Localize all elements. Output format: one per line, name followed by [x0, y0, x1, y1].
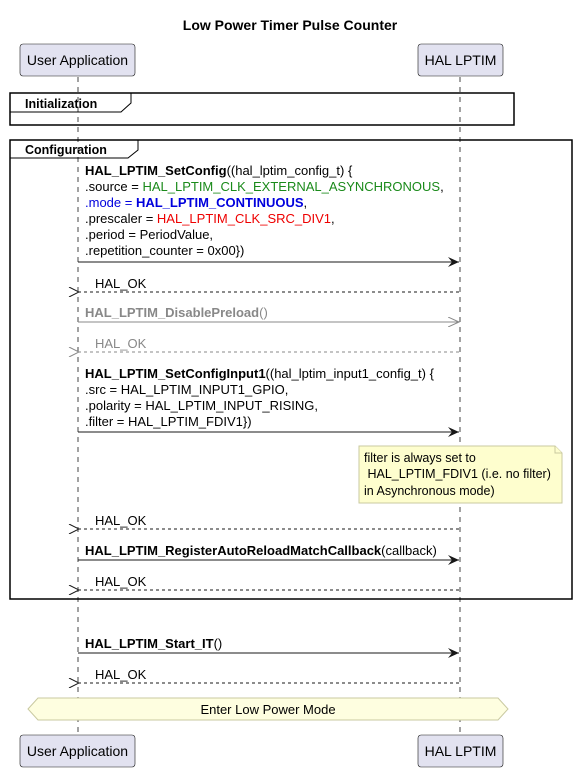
- message-text-segment: HAL_LPTIM_Start_IT: [85, 636, 214, 651]
- message-text-segment: .repetition_counter = 0x00}): [85, 243, 245, 258]
- message-reply-5: [79, 667, 459, 683]
- message-set-config: [78, 163, 459, 262]
- divider-label: Enter Low Power Mode: [200, 702, 336, 717]
- note-line: filter is always set to: [364, 451, 476, 465]
- message-text-segment: ,: [303, 195, 308, 210]
- participant-hal-lptim-bottom: [418, 735, 503, 767]
- message-text-segment: ((hal_lptim_config_t) {: [226, 163, 353, 178]
- reply-label: HAL_OK: [95, 276, 147, 291]
- message-reply-2: [79, 336, 459, 352]
- message-text-segment: HAL_LPTIM_DisablePreload: [85, 305, 260, 320]
- message-text-segment: HAL_LPTIM_SetConfigInput1: [85, 366, 266, 381]
- participant-label: User Application: [26, 52, 129, 68]
- participant-hal-lptim-top: [418, 44, 503, 76]
- participant-label: HAL LPTIM: [424, 52, 497, 68]
- participant-label: HAL LPTIM: [424, 743, 497, 759]
- message-text-segment: HAL_LPTIM_RegisterAutoReloadMatchCallback: [85, 543, 382, 558]
- message-text-segment: .mode =: [85, 195, 136, 210]
- reply-label: HAL_OK: [95, 574, 147, 589]
- participant-user-application-bottom: [20, 735, 135, 767]
- message-text-segment: HAL_LPTIM_SetConfig: [85, 163, 227, 178]
- message-text-segment: (): [259, 305, 268, 320]
- reply-label: HAL_OK: [95, 336, 147, 351]
- message-text-segment: ,: [331, 211, 335, 226]
- reply-label: HAL_OK: [95, 667, 147, 682]
- reply-label: HAL_OK: [95, 513, 147, 528]
- message-set-config-input1: [78, 366, 459, 432]
- message-reply-4: [79, 574, 459, 590]
- message-label: [85, 543, 437, 558]
- group-label: Initialization: [25, 97, 98, 111]
- message-text-segment: (callback): [381, 543, 437, 558]
- note-line: in Asynchronous mode): [364, 484, 495, 498]
- note-filter: [359, 446, 562, 503]
- message-label: [85, 366, 435, 429]
- participant-label: User Application: [26, 743, 129, 759]
- message-register-callback: [78, 543, 459, 560]
- divider-enter-low-power-mode: [28, 698, 508, 720]
- diagram-title: Low Power Timer Pulse Counter: [182, 17, 398, 33]
- message-text-segment: ,: [440, 179, 444, 194]
- message-disable-preload: [78, 305, 459, 322]
- message-text-segment: HAL_LPTIM_CONTINUOUS: [135, 195, 304, 210]
- group-initialization: [10, 93, 514, 125]
- message-start-it: [78, 636, 459, 653]
- participant-user-application-top: [20, 44, 135, 76]
- group-label: Configuration: [25, 143, 107, 157]
- message-label: [85, 636, 222, 651]
- message-text-segment: .src = HAL_LPTIM_INPUT1_GPIO,: [85, 382, 289, 397]
- message-text-segment: (): [213, 636, 223, 651]
- message-label: [85, 163, 444, 258]
- message-text-segment: .prescaler =: [85, 211, 157, 226]
- message-text-segment: HAL_LPTIM_CLK_EXTERNAL_ASYNCHRONOUS: [142, 179, 441, 194]
- note-line: HAL_LPTIM_FDIV1 (i.e. no filter): [364, 467, 551, 481]
- message-text-segment: HAL_LPTIM_CLK_SRC_DIV1: [156, 211, 332, 226]
- message-reply-1: [79, 276, 459, 292]
- message-text-segment: ((hal_lptim_input1_config_t) {: [265, 366, 434, 381]
- message-text-segment: .filter = HAL_LPTIM_FDIV1}): [85, 414, 252, 429]
- message-text-segment: .period = PeriodValue,: [85, 227, 214, 242]
- message-text-segment: .polarity = HAL_LPTIM_INPUT_RISING,: [85, 398, 318, 413]
- message-text-segment: .source =: [85, 179, 143, 194]
- message-reply-3: [79, 513, 459, 529]
- message-label: [85, 305, 268, 320]
